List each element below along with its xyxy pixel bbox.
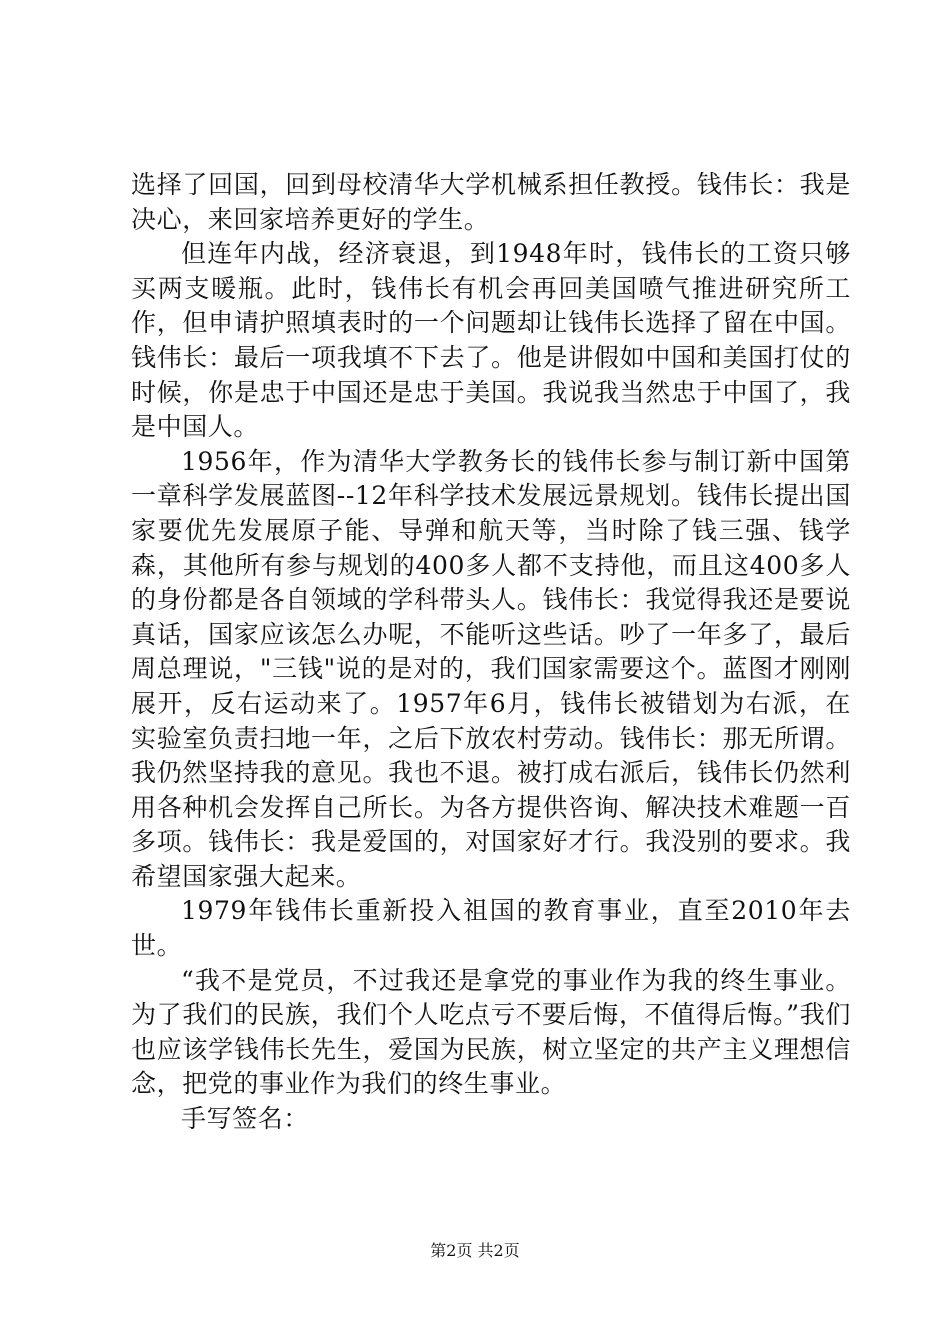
document-body <box>131 168 851 1137</box>
paragraph-3: 1956年，作为清华大学教务长的钱伟长参与制订新中国第一章科学发展蓝图--12年科学技术发展远景规划。钱伟长提出国家要优先发展原子能、导弹和航天等，当时除了钱三强、钱学森，其他所有参与规划的400多人都不支持他，而且这400多人的身份都是各自领域的学科带头人。钱伟长：我觉得我还是要说真话，国家应该怎么办呢，不能听这些话。吵了一年多了，最后周总理说，"三钱"说的是对的，我们国家需要这个。蓝图才刚刚展开，反右运动来了。1957年6月，钱伟长被错划为右派，在实验室负责扫地一年，之后下放农村劳动。钱伟长：那无所谓。我仍然坚持我的意见。我也不退。被打成右派后，钱伟长仍然利用各种机会发挥自己所长。为各方提供咨询、解决技术难题一百多项。钱伟长：我是爱国的，对国家好才行。我没别的要求。我希望国家强大起来。 <box>131 446 851 891</box>
paragraph-5: “我不是党员，不过我还是拿党的事业作为我的终生事业。为了我们的民族，我们个人吃点亏不要后悔，不值得后悔。”我们也应该学钱伟长先生，爱国为民族，树立坚定的共产主义理想信念，把党的事业作为我们的终生事业。 <box>131 965 851 1099</box>
paragraph-4: 1979年钱伟长重新投入祖国的教育事业，直至2010年去世。 <box>131 896 851 961</box>
paragraph-2: 但连年内战，经济衰退，到1948年时，钱伟长的工资只够买两支暖瓶。此时，钱伟长有机会再回美国喷气推进研究所工作，但申请护照填表时的一个问题却让钱伟长选择了留在中国。钱伟长：最后一项我填不下去了。他是讲假如中国和美国打仗的时候，你是忠于中国还是忠于美国。我说我当然忠于中国了，我是中国人。 <box>131 239 851 442</box>
signature-label: 手写签名： <box>181 1104 310 1134</box>
page-footer: 第2页 共2页 <box>430 1241 520 1260</box>
paragraph-1: 选择了回国，回到母校清华大学机械系担任教授。钱伟长：我是决心，来回家培养更好的学生。 <box>131 170 851 234</box>
